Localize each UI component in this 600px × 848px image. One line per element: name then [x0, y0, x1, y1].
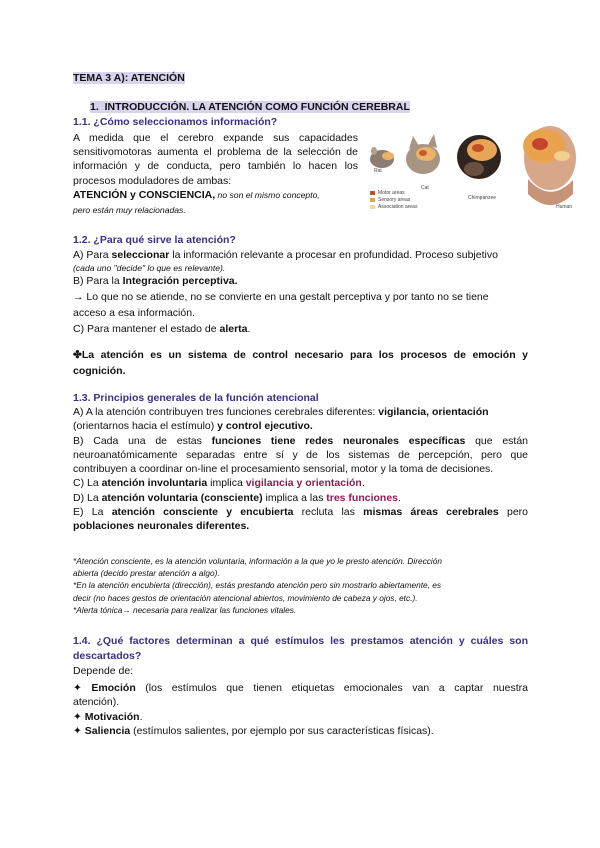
text-span: la información relevante a procesar en profundidad. Proceso subjetivo	[169, 249, 498, 261]
list-item	[73, 724, 528, 739]
label-human: Human	[556, 204, 573, 210]
subsection-heading-1-1: 1.1. ¿Cómo seleccionamos información?	[73, 116, 278, 128]
note-line: decir (no haces gestos de orientación atencional abiertos, movimiento de cabeza y ojos, etc.).	[73, 592, 418, 603]
text-span: que están	[465, 434, 529, 447]
text-span: B) Cada una de estas	[73, 434, 212, 447]
paragraph-1-2	[73, 248, 528, 336]
bold-span: Emoción	[91, 681, 136, 694]
note-line: *Atención consciente, es la atención voluntaria, información a la que yo le presto atención. Dirección	[73, 556, 442, 566]
paragraph-1-4	[73, 664, 528, 739]
text-line	[73, 348, 528, 362]
legend-item	[370, 197, 417, 204]
legend-label: Sensory areas	[378, 197, 411, 203]
text-span: .	[361, 477, 365, 490]
terms-line	[73, 189, 363, 201]
text-line	[73, 274, 528, 288]
text-line	[73, 476, 528, 490]
legend-swatch	[370, 191, 375, 195]
text-span: pero	[498, 506, 529, 519]
document-title-text: TEMA 3 A): ATENCIÓN	[73, 72, 185, 84]
section-number: 1.	[90, 101, 99, 113]
subsection-heading-1-4	[73, 634, 528, 664]
text-line	[73, 248, 528, 262]
italic-note-line2: pero están muy relacionadas.	[73, 205, 186, 215]
bold-span: Integración perceptiva.	[122, 275, 238, 288]
bold-span: Motivación	[84, 710, 140, 723]
document-title	[73, 72, 185, 84]
bold-span: seleccionar	[111, 249, 170, 261]
text-line	[73, 491, 528, 505]
label-cat: Cat	[421, 185, 429, 191]
text-span: recluta las	[293, 506, 364, 519]
label-rat: Rat	[374, 168, 382, 174]
bold-terms: ATENCIÓN y CONSCIENCIA,	[73, 189, 216, 201]
text-line: neuroanatómicamente separadas entre sí y de los sistemas de percepción, pero que	[73, 448, 528, 461]
text-line: atención).	[73, 696, 120, 709]
text-span: La atención es un sistema de control necesario para los procesos de emoción y	[81, 349, 528, 361]
note-line: *Alerta tónica→ necesaria para realizar las funciones vitales.	[73, 604, 297, 615]
text-line: poblaciones neuronales diferentes.	[73, 520, 250, 533]
star-bullet-icon: ✦	[73, 681, 82, 694]
text-span: A) A la atención contribuyen tres funciones cerebrales diferentes:	[73, 406, 379, 418]
note-line: abierta (decido prestar atención a algo).	[73, 568, 220, 579]
text-span: D) La	[73, 491, 102, 504]
text-line: información y de conducta, pero también lo hacen los	[73, 160, 358, 173]
text-span: implica a las	[262, 491, 327, 504]
paragraph-1-1	[73, 131, 358, 188]
text-span: (estímulos salientes, por ejemplo por sus características físicas).	[130, 725, 434, 738]
paragraph-1-3	[73, 405, 528, 534]
bold-span: atención involuntaria	[101, 477, 208, 490]
bold-span: atención consciente y encubierta	[111, 506, 294, 519]
legend-label: Association areas	[378, 204, 418, 210]
subsection-heading-1-3: 1.3. Principios generales de la función atencional	[73, 392, 319, 404]
text-line: → Lo que no se atiende, no se convierte en una gestalt perceptiva y por tanto no se tiene	[73, 291, 489, 304]
bold-span: mismas áreas cerebrales	[363, 506, 499, 519]
star-bullet-icon: ✦	[73, 725, 82, 738]
cat-head-image	[406, 134, 440, 174]
text-span: implica	[207, 477, 246, 490]
heading-line: 1.4. ¿Qué factores determinan a qué estímulos les prestamos atención y cuáles son	[73, 635, 528, 647]
text-line: Depende de:	[73, 665, 134, 677]
text-line: contribuyen a coordinar on-line el procesamiento sensorial, motor y la toma de decisiones.	[73, 463, 494, 476]
text-line: A medida que el cerebro expande sus capacidades	[73, 132, 358, 144]
text-span: A) Para	[73, 249, 112, 261]
italic-note: no son el mismo concepto,	[215, 190, 320, 200]
legend-swatch	[370, 198, 375, 202]
text-line	[73, 405, 528, 419]
legend-label: Motor areas	[378, 190, 405, 196]
legend-swatch	[370, 205, 375, 209]
legend-item	[370, 204, 417, 211]
text-span: E) La	[73, 506, 112, 519]
list-item	[73, 710, 528, 725]
subsection-heading-1-2: 1.2. ¿Para qué sirve la atención?	[73, 234, 236, 246]
rat-head-image	[370, 147, 394, 168]
key-statement	[73, 348, 528, 378]
text-line	[73, 505, 528, 519]
chimp-head-image	[457, 135, 501, 179]
text-span: (orientarnos hacia el estímulo)	[73, 420, 218, 433]
text-span: .	[247, 322, 251, 335]
text-span: .	[139, 710, 143, 723]
italic-note: (cada uno "decide" lo que es relevante).	[73, 263, 226, 274]
label-chimp: Chimpanzee	[468, 195, 497, 201]
text-span: B) Para la	[73, 275, 123, 288]
human-head-image	[523, 126, 576, 205]
text-line: sensitivomotoras aumenta el problema de la selección de	[73, 146, 358, 159]
figure-legend	[370, 190, 417, 211]
text-line	[73, 434, 528, 448]
heading-line: descartados?	[73, 650, 142, 662]
legend-item	[370, 190, 417, 197]
footnotes	[73, 555, 533, 616]
text-span: C) Para mantener el estado de	[73, 322, 220, 335]
note-line: *En la atención encubierta (dirección), estás prestando atención pero sin mostrarlo abiertamente, es	[73, 580, 442, 591]
fleuron-icon: ✤	[73, 349, 82, 361]
bold-span: funciones tiene redes neuronales específicas	[211, 434, 466, 447]
bold-span: y control ejecutivo.	[217, 420, 313, 433]
bold-span: vigilancia, orientación	[378, 406, 489, 418]
star-bullet-icon: ✦	[73, 710, 82, 723]
text-line	[73, 322, 528, 336]
highlight-span: tres funciones	[326, 491, 399, 504]
text-span: .	[398, 491, 401, 504]
list-item	[73, 681, 528, 696]
section-title: INTRODUCCIÓN. LA ATENCIÓN COMO FUNCIÓN CEREBRAL	[104, 101, 410, 113]
bold-span: Saliencia	[84, 725, 131, 738]
section-heading	[90, 101, 410, 113]
text-line	[73, 419, 528, 433]
brain-evolution-figure	[368, 124, 580, 216]
text-span: C) La	[73, 477, 102, 490]
text-line: acceso a esa información.	[73, 306, 195, 319]
text-span: (los estímulos que tienen etiquetas emocionales van a captar nuestra	[135, 681, 528, 694]
bold-span: alerta	[219, 322, 248, 335]
text-line: procesos moduladores de ambas:	[73, 174, 232, 187]
highlight-span: vigilancia y orientación	[245, 477, 362, 490]
text-line: cognición.	[73, 365, 126, 378]
bold-span: atención voluntaria (consciente)	[101, 491, 263, 504]
